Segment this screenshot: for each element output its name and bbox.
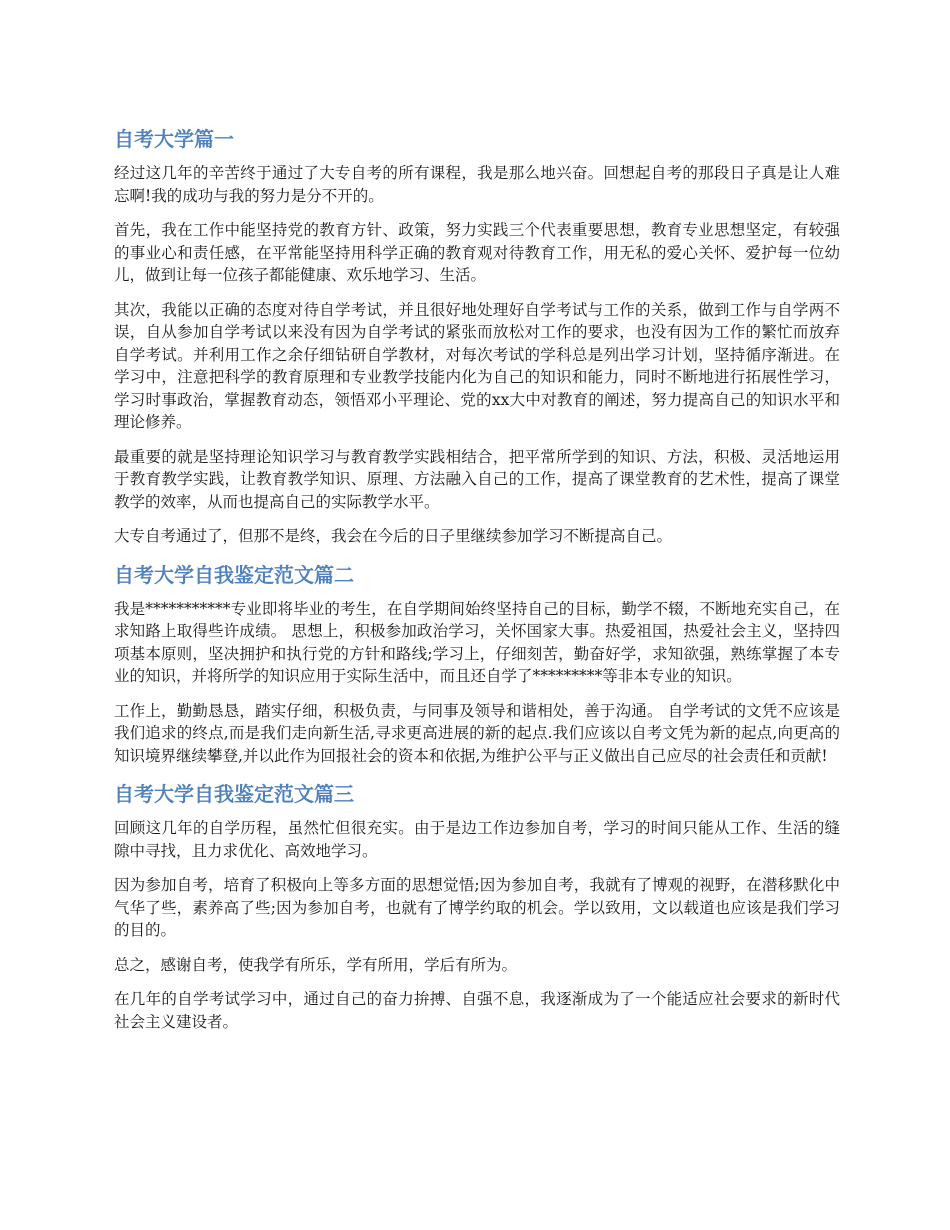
paragraph: 首先，我在工作中能坚持党的教育方针、政策，努力实践三个代表重要思想，教育专业思想坚定，有较强的事业心和责任感，在平常能坚持用科学正确的教育观对待教育工作，用无私的爱心关怀、爱护每一位幼儿，做到让每一位孩子都能健康、欢乐地学习、生活。 (114, 221, 840, 284)
paragraph: 最重要的就是坚持理论知识学习与教育教学实践相结合，把平常所学到的知识、方法，积极、灵活地运用于教育教学实践，让教育教学知识、原理、方法融入自己的工作，提高了课堂教育的艺术性，提高了课堂教学的效率，从而也提高自己的实际教学水平。 (114, 447, 840, 511)
paragraph: 总之，感谢自考，使我学有所乐，学有所用，学后有所为。 (114, 955, 518, 974)
paragraph: 在几年的自学考试学习中，通过自己的奋力拚搏、自强不息，我逐渐成为了一个能适应社会要求的新时代社会主义建设者。 (114, 990, 840, 1031)
section-heading: 自考大学自我鉴定范文篇三 (114, 782, 354, 806)
paragraph: 工作上，勤勤恳恳，踏实仔细，积极负责，与同事及领导和谐相处，善于沟通。 自学考试的文凭不应该是我们追求的终点,而是我们走向新生活,寻求更高进展的新的起点.我们应该以自考文凭为新的起点,向更高的知识境界继续攀登,并以此作为回报社会的资本和依据,为维护公平与正义做出自己应尽的社会责任和贡献! (114, 701, 840, 765)
section-heading: 自考大学自我鉴定范文篇二 (114, 562, 354, 587)
section-heading: 自考大学篇一 (114, 127, 234, 151)
paragraph: 我是***********专业即将毕业的考生，在自学期间始终坚持自己的目标，勤学不辍，不断地充实自己，在求知路上取得些许成绩。 思想上，积极参加政治学习，关怀国家大事。热爱祖国，热爱社会主义，坚持四项基本原则，坚决拥护和执行党的方针和路线;学习上，仔细刻苦，勤奋好学，求知欲强，熟练掌握了本专业的知识，并将所学的知识应用于实际生活中，而且还自学了*********等非本专业的知识。 (114, 599, 840, 685)
paragraph: 回顾这几年的自学历程，虽然忙但很充实。由于是边工作边参加自考，学习的时间只能从工作、生活的缝隙中寻找，且力求优化、高效地学习。 (114, 819, 840, 860)
document-page (114, 124, 840, 1045)
paragraph: 大专自考通过了，但那不是终，我会在今后的日子里继续参加学习不断提高自己。 (114, 527, 673, 545)
section-1 (114, 124, 840, 548)
section-3 (114, 779, 840, 1033)
paragraph: 其次，我能以正确的态度对待自学考试，并且很好地处理好自学考试与工作的关系，做到工作与自学两不误，自从参加自学考试以来没有因为自学考试的紧张而放松对工作的要求，也没有因为工作的繁忙而放弃自学考试。并利用工作之余仔细钻研自学教材，对每次考试的学科总是列出学习计划，坚持循序渐进。在学习中，注意把科学的教育原理和专业教学技能内化为自己的知识和能力，同时不断地进行拓展性学习，学习时事政治，掌握教育动态，领悟邓小平理论、党的xx大中对教育的阐述，努力提高自己的知识水平和理论修养。 (114, 300, 840, 431)
section-2 (114, 560, 840, 768)
paragraph: 因为参加自考，培育了积极向上等多方面的思想觉悟;因为参加自考，我就有了博观的视野，在潜移默化中气华了些，素养高了些;因为参加自考，也就有了博学约取的机会。学以致用，文以载道也应该是我们学习的目的。 (114, 876, 840, 939)
paragraph: 经过这几年的辛苦终于通过了大专自考的所有课程，我是那么地兴奋。回想起自考的那段日子真是让人难忘啊!我的成功与我的努力是分不开的。 (114, 164, 840, 205)
